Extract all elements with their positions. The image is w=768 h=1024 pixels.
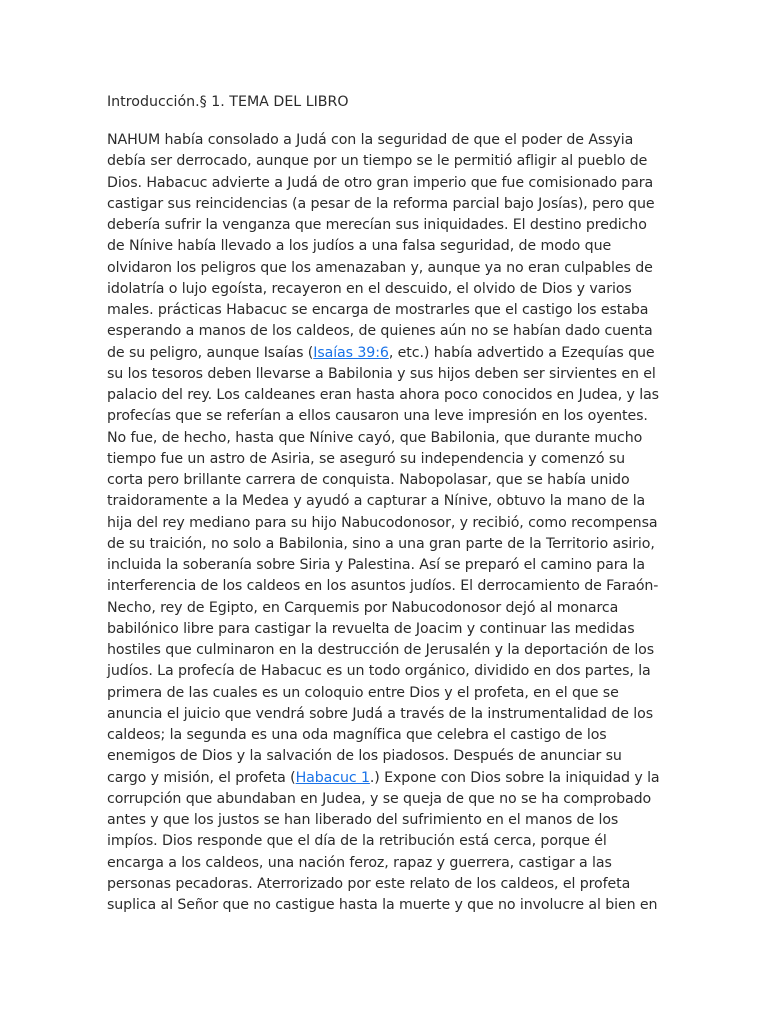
link-habacuc-1[interactable]: Habacuc 1 [295,769,370,786]
link-isaias-39-6[interactable]: Isaías 39:6 [313,344,389,361]
body-text-part-3: .) Expone con Dios sobre la iniquidad y la corrupción que abundaban en Judea, y se queja de que no se ha comprobado antes y que los justos se han liberado del sufrimiento en el manos de los impíos. Dios responde que el día de la retribución está cerca, porque él encarga a los caldeos, una nación feroz, rapaz y guerrera, castigar a las personas pecadoras. Aterrorizado por este relato de los caldeos, el profeta suplica al Señor que no castigue hasta la muerte y que no involucre al bien en [107,769,660,913]
body-paragraph [107,130,661,916]
document-page [107,91,661,916]
body-text-part-1: NAHUM había consolado a Judá con la seguridad de que el poder de Assyia debía ser derrocado, aunque por un tiempo se le permitió afligir al pueblo de Dios. Habacuc advierte a Judá de otro gran imperio que fue comisionado para castigar sus reincidencias (a pesar de la reforma parcial bajo Josías), pero que debería sufrir la venganza que merecían sus iniquidades. El destino predicho de Nínive había llevado a los judíos a una falsa seguridad, de modo que olvidaron los peligros que los amenazaban y, aunque ya no eran culpables de idolatría o lujo egoísta, recayeron en el descuido, el olvido de Dios y varios males. prácticas Habacuc se encarga de mostrarles que el castigo los estaba esperando a manos de los caldeos, de quienes aún no se habían dado cuenta de su peligro, aunque Isaías ( [107,132,655,361]
document-title: Introducción.§ 1. TEMA DEL LIBRO [107,94,349,110]
body-text-part-2: , etc.) había advertido a Ezequías que su los tesoros deben llevarse a Babilonia y sus hijos deben ser sirvientes en el palacio del rey. Los caldeanes eran hasta ahora poco conocidos en Judea, y las profecías que se referían a ellos causaron una leve impresión en los oyentes. No fue, de hecho, hasta que Nínive cayó, que Babilonia, que durante mucho tiempo fue un astro de Asiria, se aseguró su independencia y comenzó su corta pero brillante carrera de conquista. Nabopolasar, que se había unido traidoramente a la Medea y ayudó a capturar a Nínive, obtuvo la mano de la hija del rey mediano para su hijo Nabucodonosor, y recibió, como recompensa de su traición, no solo a Babilonia, sino a una gran parte de la Territorio asirio, incluida la soberanía sobre Siria y Palestina. Así se preparó el camino para la interferencia de los caldeos en los asuntos judíos. El derrocamiento de Faraón-Necho, rey de Egipto, en Carquemis por Nabucodonosor dejó al monarca babilónico libre para castigar la revuelta de Joacim y continuar las medidas hostiles que culminaron en la destrucción de Jerusalén y la deportación de los judíos. La profecía de Habacuc es un todo orgánico, dividido en dos partes, la primera de las cuales es un coloquio entre Dios y el profeta, en el que se anuncia el juicio que vendrá sobre Judá a través de la instrumentalidad de los caldeos; la segunda es una oda magnífica que celebra el castigo de los enemigos de Dios y la salvación de los piadosos. Después de anunciar su cargo y misión, el profeta ( [107,344,659,786]
